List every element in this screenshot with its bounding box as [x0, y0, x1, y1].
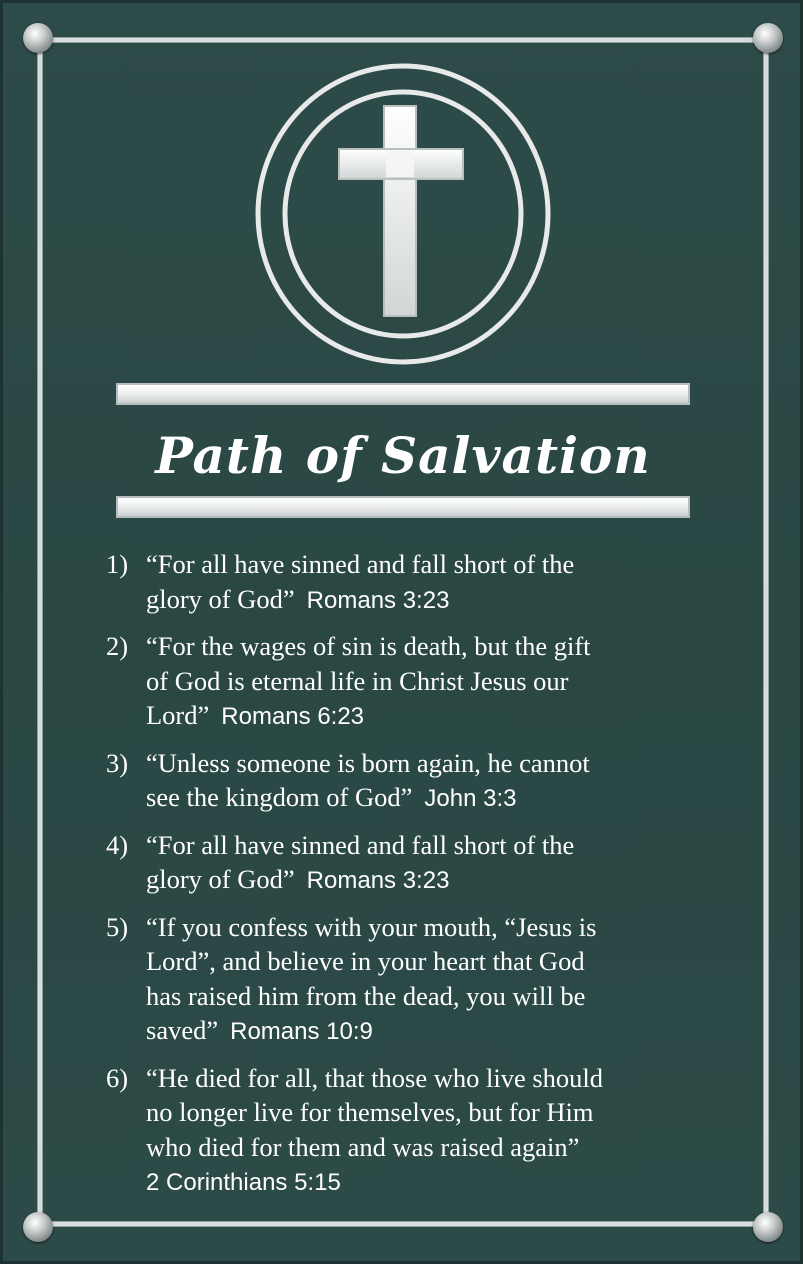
rivet-icon — [753, 23, 783, 53]
verse-text-line — [146, 862, 696, 899]
upper-divider-bar — [116, 383, 690, 405]
verse-item — [106, 629, 696, 735]
lower-divider-bar — [116, 496, 690, 518]
verse-text-line — [146, 828, 696, 863]
verse-text-line — [146, 1095, 696, 1130]
verse-text-line — [146, 629, 696, 664]
verse-text: “If you confess with your mouth, “Jesus is — [146, 911, 597, 942]
verse-number: 6) — [106, 1062, 129, 1093]
verse-text: “For all have sinned and fall short of the — [146, 549, 575, 579]
verse-number: 5) — [106, 911, 129, 942]
verse-text-line — [146, 1130, 696, 1165]
verse-number: 4) — [106, 829, 129, 860]
cross-icon — [339, 106, 463, 316]
verse-text-line — [146, 910, 696, 945]
verse-text-line — [146, 582, 696, 619]
verse-text: see the kingdom of God” — [146, 782, 413, 812]
verse-text: “For the wages of sin is death, but the gift — [146, 631, 591, 661]
cross-emblem — [253, 61, 553, 367]
verse-text: who died for them and was raised again” — [146, 1131, 580, 1162]
verse-text-line — [146, 547, 696, 582]
verse-reference: Romans 6:23 — [221, 703, 365, 730]
verse-number: 3) — [106, 747, 129, 778]
verse-item — [106, 547, 696, 618]
verse-text-line — [146, 944, 696, 979]
verse-text-line — [146, 1013, 696, 1050]
verse-number: 2) — [106, 631, 129, 661]
verse-text-line — [146, 780, 696, 817]
verse-text-line — [146, 698, 696, 735]
verse-text: no longer live for themselves, but for Him — [146, 1097, 594, 1127]
verse-list — [106, 547, 696, 1197]
verse-item — [106, 828, 696, 899]
verse-text: Lord”, and believe in your heart that God — [146, 946, 585, 976]
verse-text-line — [146, 664, 696, 699]
verse-text: “Unless someone is born again, he cannot — [146, 747, 590, 778]
verse-reference: Romans 3:23 — [306, 867, 450, 894]
verse-number: 1) — [106, 549, 129, 579]
verse-text: glory of God” — [146, 583, 295, 614]
verse-reference: Romans 10:9 — [230, 1018, 373, 1045]
rivet-icon — [753, 1212, 783, 1242]
verse-reference: Romans 3:23 — [306, 586, 450, 614]
verse-text: of God is eternal life in Christ Jesus our — [146, 665, 569, 696]
verse-item — [106, 746, 696, 817]
verse-reference: John 3:3 — [424, 785, 517, 812]
verse-reference: 2 Corinthians 5:15 — [146, 1169, 341, 1196]
verse-text: “He died for all, that those who live should — [146, 1062, 604, 1093]
page-title: Path of Salvation — [155, 426, 651, 485]
verse-text: has raised him from the dead, you will be — [146, 980, 586, 1011]
verse-text-line — [146, 1061, 696, 1096]
verse-text: Lord” — [146, 700, 210, 730]
rivet-icon — [23, 23, 53, 53]
verse-text: glory of God” — [146, 864, 295, 894]
verse-item — [106, 910, 696, 1050]
rivet-icon — [23, 1212, 53, 1242]
verse-text: saved” — [146, 1015, 219, 1045]
verse-text-line — [146, 979, 696, 1014]
verse-text-line — [146, 746, 696, 781]
verse-text-line — [146, 1164, 696, 1197]
verse-text: “For all have sinned and fall short of the — [146, 829, 575, 860]
verse-item — [106, 1061, 696, 1198]
